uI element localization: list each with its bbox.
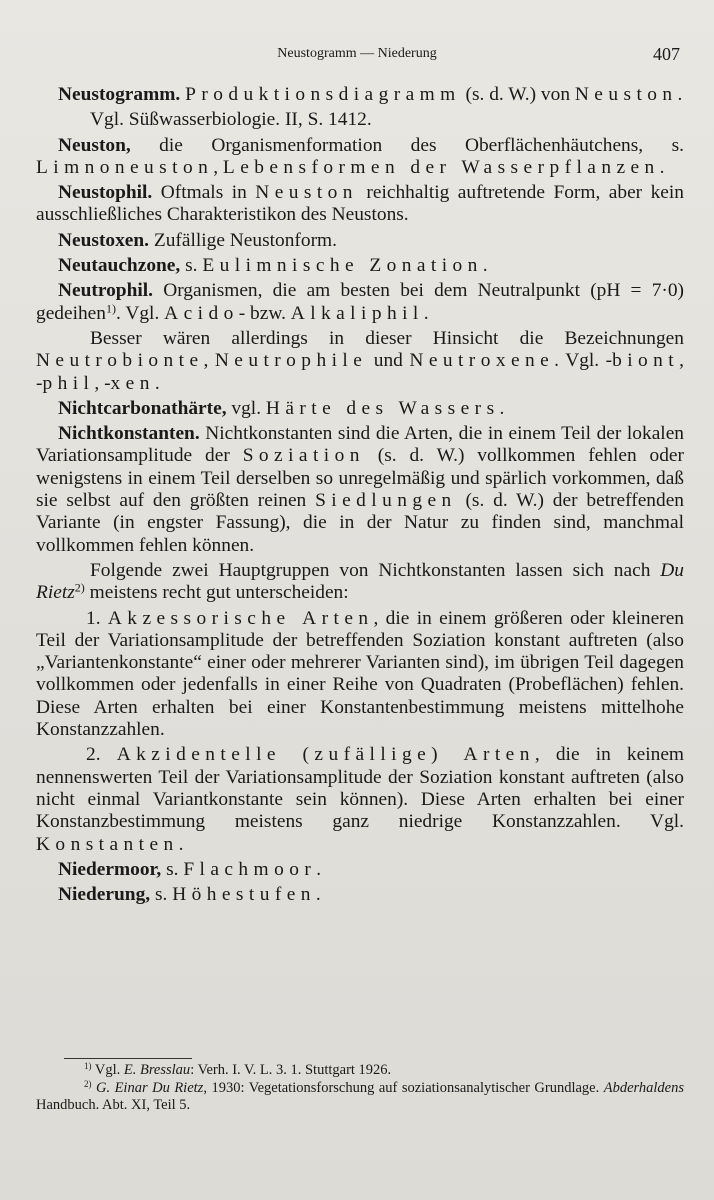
- entry-text: .: [659, 156, 665, 178]
- entry-text: Besser wären allerdings in dieser Hinsicht die Bezeichnungen: [90, 327, 684, 349]
- list-item-akzidentelle: [36, 744, 684, 855]
- spaced-term: Akzidentelle (zufällige) Arten: [116, 744, 535, 766]
- entry-text: s.: [150, 884, 173, 906]
- entry-neustophil: [36, 182, 684, 227]
- footnote-marker: 1): [106, 301, 117, 316]
- entry-text: , die in keinem nennenswerten Teil der Variationsamplitude der Soziation konstant auftreten (also nicht einmal Variantkonstante sein können). Diese Arten erhalten bei einer Konstanzbestimmung meistens ganz niedrige Konstanzzahlen. Vgl.: [36, 744, 685, 833]
- entry-headword: Neustoxen.: [58, 229, 150, 251]
- entry-neutrophil-note: [36, 328, 684, 395]
- entry-text: .: [154, 372, 160, 394]
- entry-text: . Vgl.: [116, 302, 165, 324]
- entry-text: .: [499, 397, 505, 419]
- entry-text: ,: [203, 350, 215, 372]
- entry-text: (s. d. W.) der betreffenden Variante (in engster Fassung), die in der Natur zu finden sind, manchmal vollkommen fehlen können.: [36, 490, 685, 556]
- entry-text: . Vgl. -: [554, 350, 613, 372]
- entry-headword: Nichtkonstanten.: [58, 423, 200, 445]
- footnote-text: , 1930: Vegetationsforschung auf soziationsanalytischer Grundlage.: [203, 1080, 604, 1096]
- author-name: E. Bresslau: [123, 1062, 191, 1078]
- entry-text: Nichtkonstanten sind die Arten, die in einem Teil der lokalen Variationsamplitude der: [36, 423, 684, 467]
- entry-headword: Neuston,: [58, 134, 131, 156]
- entry-text: s.: [180, 255, 203, 277]
- entry-text: meistens recht gut unterscheiden:: [84, 582, 349, 604]
- entry-text: , -: [36, 350, 684, 394]
- entry-neutauchzone: [36, 255, 684, 277]
- entry-neustoxen: [36, 230, 684, 252]
- list-item-akzessorische: [36, 608, 684, 742]
- spaced-term: biont: [612, 350, 680, 372]
- entry-text: Vgl. Süßwasserbiologie. II, S. 1412.: [90, 109, 372, 131]
- footnote-2: [36, 1080, 684, 1114]
- entry-neuston: [36, 135, 684, 180]
- spaced-term: Produktionsdiagramm: [185, 84, 461, 105]
- entry-text: vgl.: [226, 397, 266, 419]
- entry-text: Zufällige Neustonform.: [149, 229, 337, 251]
- footnote-text: : Verh. I. V. L. 3. 1. Stuttgart 1926.: [190, 1062, 392, 1078]
- spaced-term: Eulimnische Zonation: [202, 255, 483, 277]
- entry-headword: Neutauchzone,: [58, 255, 181, 277]
- author-name: Abderhaldens: [603, 1080, 685, 1096]
- footnote-mark: 2): [84, 1079, 92, 1090]
- author-name: Du Rietz: [36, 559, 684, 604]
- entry-text: und: [367, 350, 410, 372]
- spaced-term: Siedlungen: [315, 490, 457, 512]
- entry-niedermoor: [36, 859, 684, 881]
- spaced-term: Lebensformen der Wasserpflanzen: [222, 156, 660, 178]
- entry-niederung: [36, 884, 684, 906]
- page-number: 407: [653, 44, 680, 64]
- entry-text: .: [677, 84, 683, 105]
- main-text: [36, 84, 684, 909]
- footnote-1: [36, 1062, 684, 1079]
- entry-text: reichhaltig auftretende Form, aber kein ausschließliches Charakteristikon des Neustons.: [36, 182, 684, 226]
- entry-text: , -: [94, 372, 111, 394]
- entry-text: (s. d. W.) vollkommen fehlen oder wenigstens in einem Teil derselben so unregelmäßig und spärlich vorkommen, daß sie selbst auf den größten reinen: [36, 445, 684, 512]
- spaced-term: Flachmoor: [183, 858, 317, 880]
- entry-text: .: [316, 858, 322, 880]
- footnote-mark: 1): [84, 1061, 92, 1072]
- entry-text: .: [482, 255, 488, 277]
- footnotes: [36, 1062, 684, 1115]
- spaced-term: Neuston: [255, 182, 358, 204]
- entry-text: die Organismenformation des Oberflächenhäutchens, s.: [130, 134, 684, 156]
- entry-text: Organismen, die am besten bei dem Neutralpunkt (pH = 7·0) gedeihen: [36, 280, 684, 324]
- entry-text: Folgende zwei Hauptgruppen von Nichtkonstanten lassen sich nach: [90, 559, 661, 581]
- spaced-term: Alkaliphil: [290, 302, 424, 324]
- entry-headword: Neutrophil.: [58, 280, 153, 302]
- entry-headword: Niedermoor,: [58, 858, 162, 880]
- spaced-term: Höhestufen: [172, 884, 316, 906]
- spaced-term: phil: [42, 372, 95, 394]
- spaced-term: Soziation: [242, 445, 365, 467]
- footnote-marker: 2): [74, 580, 85, 595]
- entry-nichtkonstanten-groups: [36, 560, 684, 605]
- entry-headword: Neustophil.: [58, 182, 153, 204]
- entry-neustogramm: [36, 84, 684, 106]
- entry-text: - bzw.: [238, 302, 291, 324]
- footnote-rule: [64, 1058, 192, 1059]
- spaced-term: Neuston: [574, 84, 678, 105]
- entry-text: (s. d. W.) von: [460, 84, 575, 105]
- spaced-term: Limnoneuston: [36, 156, 214, 178]
- spaced-term: Neutrophile: [214, 350, 368, 372]
- footnote-text: Handbuch. Abt. XI, Teil 5.: [36, 1097, 191, 1113]
- spaced-term: Akzessorische Arten: [107, 607, 374, 629]
- running-head-title: Neustogramm — Niederung: [277, 46, 437, 61]
- entry-text: 2.: [86, 744, 117, 766]
- entry-text: , die in einem größeren oder kleineren Teil der Variationsamplitude der betreffenden Soziation konstant auftreten (also „Variantenkonstante“ einer oder mehrerer Varianten sind), im übrigen Teil dagegen vollkommen oder jedenfalls in einer Reihe von Quadraten (Probeflächen) fehlen. Diese Arten erhalten bei einer Konstantenbestimmung meistens mittelhohe Konstanzzahlen.: [36, 607, 684, 741]
- entry-headword: Neustogramm.: [58, 84, 181, 105]
- spaced-term: Härte des Wassers: [265, 397, 500, 419]
- entry-text: .: [423, 302, 429, 324]
- entry-text: 1.: [86, 607, 108, 629]
- spaced-term: Konstanten: [36, 833, 179, 855]
- entry-neutrophil: [36, 280, 684, 325]
- spaced-term: Neutroxene: [409, 350, 555, 372]
- entry-headword: Niederung,: [58, 884, 151, 906]
- author-name: G. Einar Du Rietz: [95, 1080, 204, 1096]
- entry-text: s.: [161, 858, 184, 880]
- footnote-text: Vgl.: [91, 1062, 124, 1078]
- entry-text: .: [315, 884, 321, 906]
- running-head: [0, 44, 714, 68]
- entry-text: ,: [213, 156, 223, 178]
- entry-headword: Nichtcarbonathärte,: [58, 397, 227, 419]
- entry-nichtcarbonathaerte: [36, 398, 684, 420]
- spaced-term: Acido: [164, 302, 239, 324]
- entry-nichtkonstanten: [36, 423, 684, 557]
- spaced-term: Neutrobionte: [36, 350, 204, 372]
- entry-neustogramm-ref: [36, 109, 684, 131]
- entry-text: .: [178, 833, 184, 855]
- spaced-term: xen: [110, 372, 155, 394]
- entry-text: Oftmals in: [152, 182, 256, 204]
